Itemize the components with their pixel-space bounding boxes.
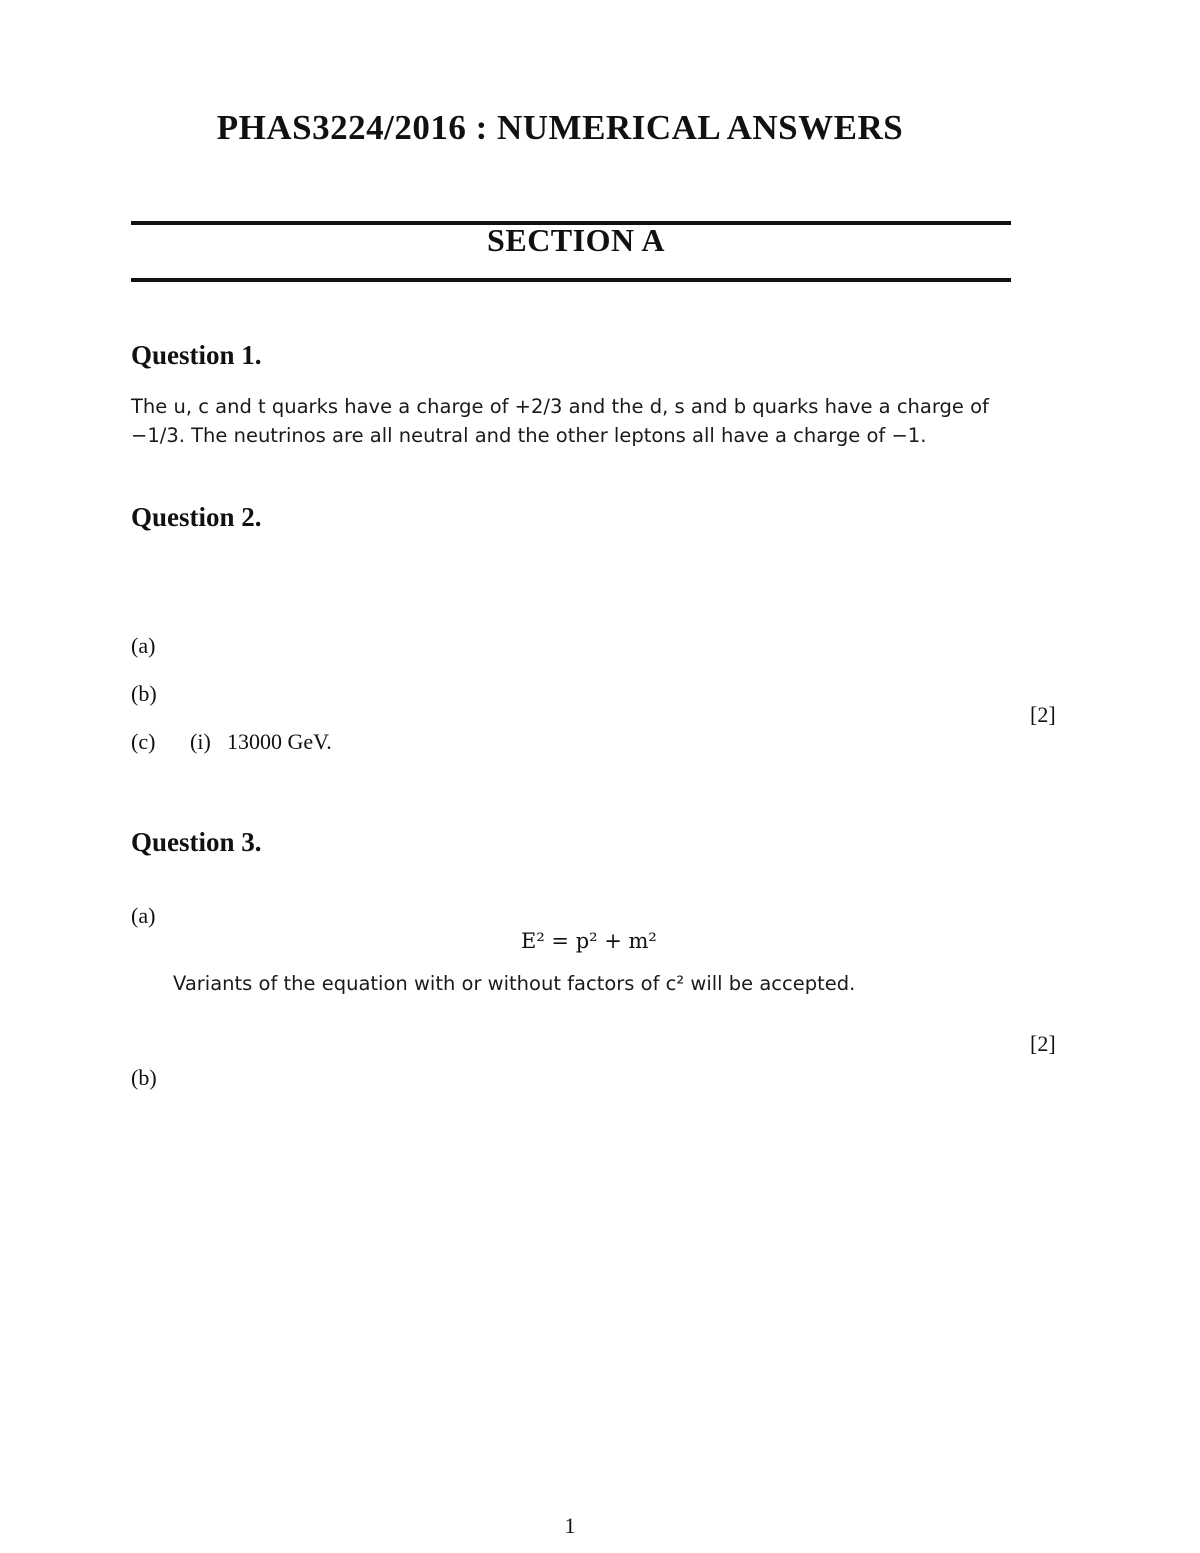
document-title: PHAS3224/2016 : NUMERICAL ANSWERS xyxy=(216,108,904,147)
question-3-note: Variants of the equation with or without factors of c² will be accepted. xyxy=(173,972,856,995)
section-bottom-rule xyxy=(131,278,1011,282)
question-2-part-a-label: (a) xyxy=(131,633,156,658)
page-number: 1 xyxy=(564,1513,576,1538)
question-2-heading: Question 2. xyxy=(131,502,262,532)
question-1-answer: The u, c and t quarks have a charge of +2/3 and the d, s and b quarks have a charge of −1/3. The neutrinos are all neutral and the other leptons all have a charge of −1. xyxy=(131,395,989,447)
question-3-part-a-label: (a) xyxy=(131,903,156,928)
question-3-heading: Question 3. xyxy=(131,827,262,857)
question-2-part-c-answer: 13000 GeV. xyxy=(227,729,332,754)
question-3-mark: [2] xyxy=(1030,1031,1056,1056)
question-2-part-b-label: (b) xyxy=(131,681,157,706)
section-title: SECTION A xyxy=(487,222,665,258)
question-2-mark: [2] xyxy=(1030,702,1056,727)
question-2-part-c-sub-label: (i) xyxy=(190,729,211,754)
question-3-part-b-label: (b) xyxy=(131,1065,157,1090)
question-2-part-c-label: (c) xyxy=(131,729,156,754)
energy-momentum-equation: E² = p² + m² xyxy=(521,929,657,953)
question-1-heading: Question 1. xyxy=(131,340,262,370)
